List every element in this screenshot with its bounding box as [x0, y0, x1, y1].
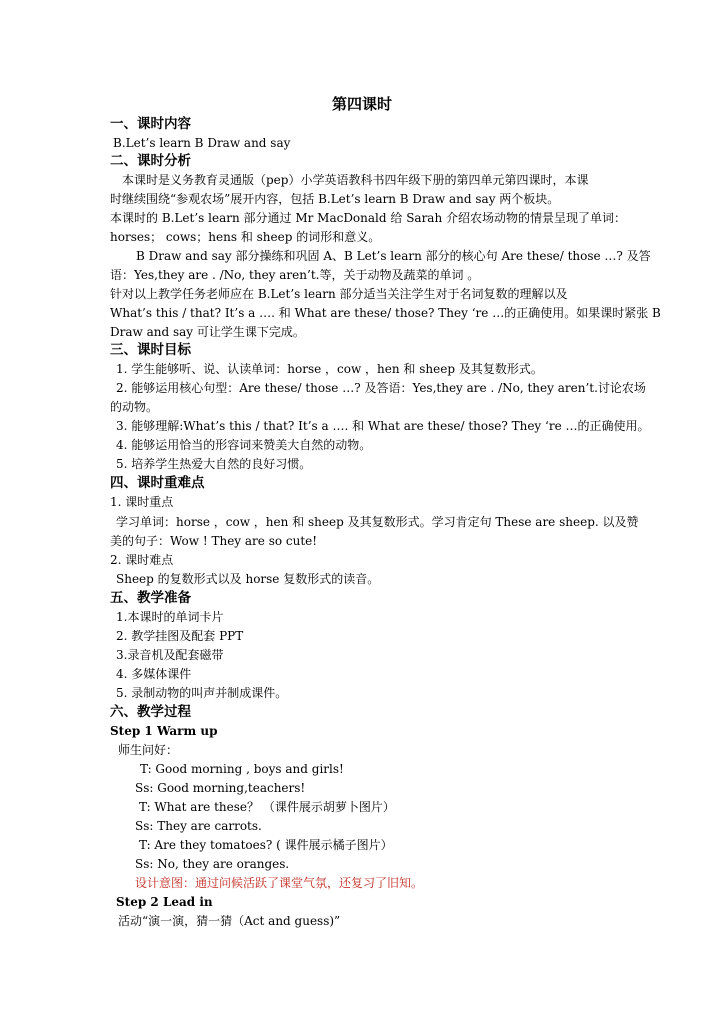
analysis-line: horses； cows；hens 和 sheep 的词形和意义。 — [110, 230, 381, 244]
analysis-line: Draw and say 可让学生课下完成。 — [110, 325, 305, 339]
preparation-line: 5. 录制动物的叫声并制成课件。 — [116, 686, 288, 700]
analysis-line: 时继续围绕“参观农场”展开内容，包括 B.Let’s learn B Draw and say 两个板块。 — [110, 192, 560, 206]
section-heading-content: 一、课时内容 — [110, 116, 191, 132]
key-point-line: 学习单词：horse ，cow ，hen 和 sheep 及其复数形式。学习肯定句 These are sheep. 以及赞 — [116, 515, 639, 529]
section-heading-process: 六、教学过程 — [110, 704, 191, 720]
key-point-line: 1. 课时重点 — [110, 495, 174, 509]
dialogue-line: T: What are these？ （课件展示胡萝卜图片） — [139, 800, 395, 814]
page-title: 第四课时 — [331, 95, 392, 113]
section-heading-preparation: 五、教学准备 — [110, 590, 191, 606]
design-intent-note: 设计意图：通过问候活跃了课堂气氛，还复习了旧知。 — [135, 876, 424, 890]
section-heading-analysis: 二、课时分析 — [110, 153, 191, 169]
key-point-line: 2. 课时难点 — [110, 553, 174, 567]
preparation-line: 4. 多媒体课件 — [116, 667, 192, 681]
goal-line: 2. 能够运用核心句型：Are these/ those …? 及答语：Yes,they are . /No, they aren’t.讨论农场 — [116, 381, 646, 395]
dialogue-line: 师生问好： — [118, 743, 179, 757]
preparation-line: 1.本课时的单词卡片 — [116, 610, 224, 624]
analysis-line: 本课时是义务教育灵通版（pep）小学英语教科书四年级下册的第四单元第四课时，本课 — [122, 173, 589, 187]
dialogue-line: Ss: No, they are oranges. — [135, 857, 290, 871]
step-heading: Step 1 Warm up — [110, 724, 218, 738]
analysis-line: B Draw and say 部分操练和巩固 A、B Let’s learn 部分的核心句 Are these/ those …? 及答 — [136, 249, 651, 263]
analysis-line: What’s this / that? It’s a …. 和 What are these/ those? They ‘re …的正确使用。如果课时紧张 B — [110, 306, 661, 320]
goal-line: 1. 学生能够听、说、认读单词：horse ，cow ，hen 和 sheep 及其复数形式。 — [116, 362, 543, 376]
preparation-line: 3.录音机及配套磁带 — [116, 648, 224, 662]
key-point-line: 美的句子：Wow ! They are so cute! — [110, 534, 318, 548]
dialogue-line: T: Good morning , boys and girls! — [140, 762, 344, 776]
preparation-line: 2. 教学挂图及配套 PPT — [116, 629, 244, 643]
analysis-line: 本课时的 B.Let’s learn 部分通过 Mr MacDonald 给 Sarah 介绍农场动物的情景呈现了单词： — [110, 211, 627, 225]
dialogue-line: T: Are they tomatoes? ( 课件展示橘子图片） — [139, 838, 393, 852]
goal-line: 的动物。 — [110, 400, 159, 414]
analysis-line: 针对以上教学任务老师应在 B.Let’s learn 部分适当关注学生对于名词复数的理解以及 — [110, 287, 568, 301]
goal-line: 4. 能够运用恰当的形容词来赞美大自然的动物。 — [116, 438, 372, 452]
step-heading: Step 2 Lead in — [116, 895, 213, 909]
analysis-line: 语：Yes,they are . /No, they aren’t.等，关于动物及蔬菜的单词 。 — [110, 268, 480, 282]
section-heading-goals: 三、课时目标 — [110, 342, 191, 358]
section-heading-key-points: 四、课时重难点 — [110, 475, 205, 491]
goal-line: 5. 培养学生热爱大自然的良好习惯。 — [116, 457, 312, 471]
dialogue-line: Ss: Good morning,teachers! — [135, 781, 306, 795]
activity-line: 活动“演一演，猜一猜（Act and guess)” — [118, 914, 341, 928]
dialogue-line: Ss: They are carrots. — [135, 819, 262, 833]
key-point-line: Sheep 的复数形式以及 horse 复数形式的读音。 — [116, 572, 380, 586]
content-line: B.Let’s learn B Draw and say — [113, 136, 291, 150]
goal-line: 3. 能够理解:What’s this / that? It’s a …. 和 What are these/ those? They ‘re …的正确使用。 — [116, 419, 650, 433]
